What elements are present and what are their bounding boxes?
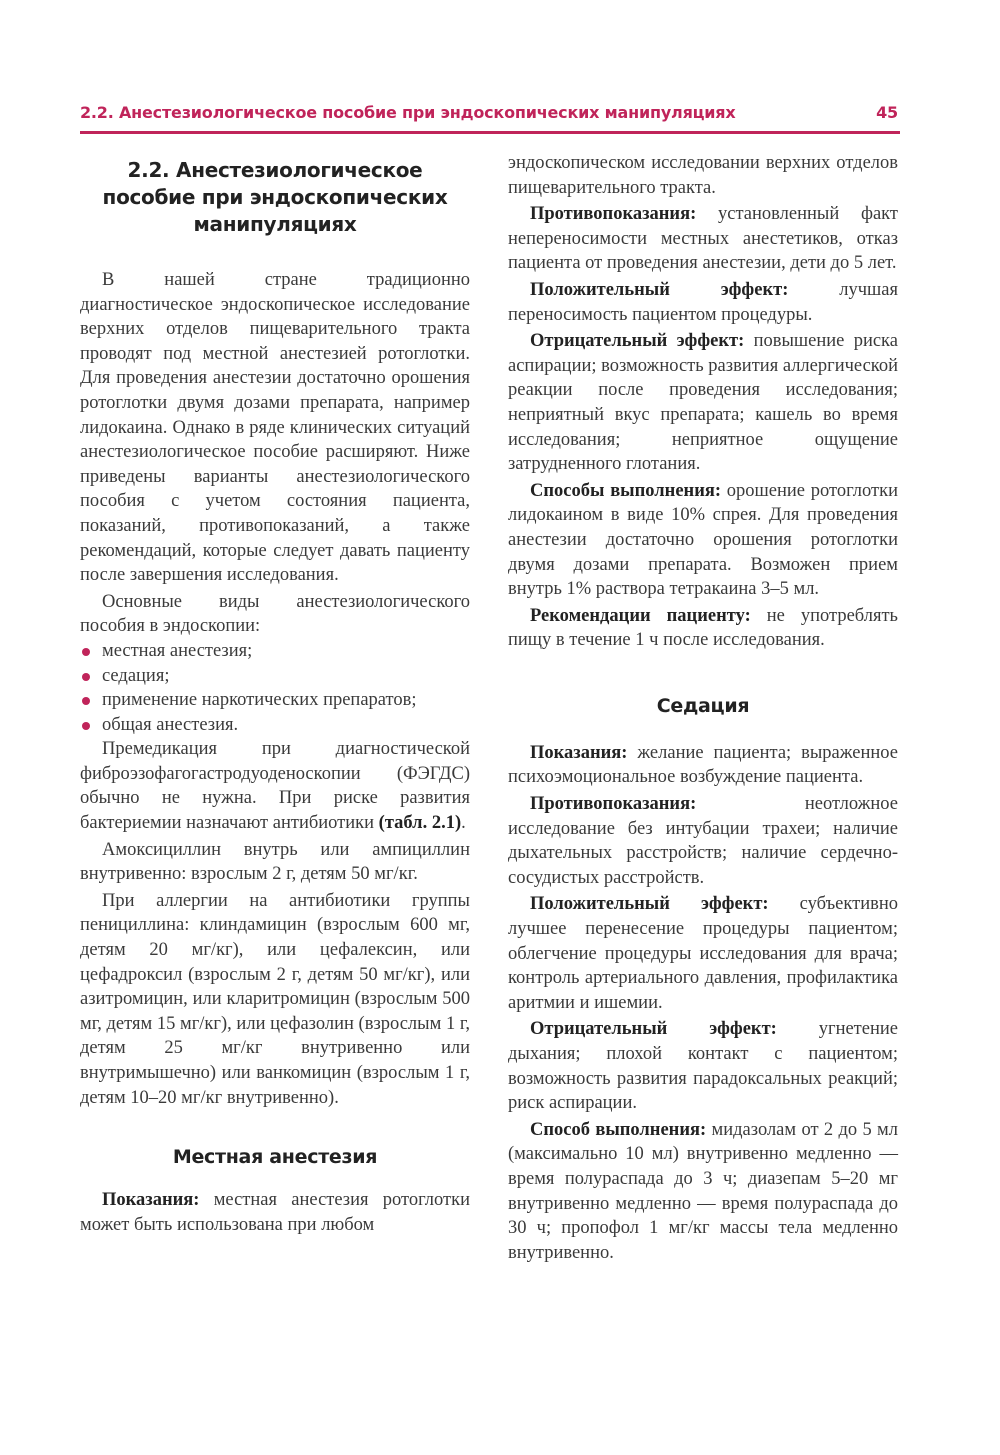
local-indications-paragraph: [80, 1188, 470, 1237]
sedation-heading: Седация: [656, 694, 750, 717]
local-negative-paragraph-label: Отрицательный эффект:: [530, 331, 745, 352]
premedication-end: .: [461, 813, 466, 834]
premedication-paragraph: [80, 737, 470, 835]
local-positive-paragraph: [508, 278, 898, 327]
section-title-line: пособие при эндоскопических: [102, 185, 448, 209]
amoxicillin-paragraph: Амоксициллин внутрь или ампициллин внутривенно: взрослым 2 г, детям 50 мг/кг.: [80, 839, 470, 885]
left-column: [80, 151, 470, 1237]
local-contra-paragraph-label: Противопоказания:: [530, 204, 697, 225]
section-title-line: манипуляциях: [193, 212, 357, 236]
types-lead-paragraph: Основные виды анестезиологического пособия в эндоскопии:: [80, 591, 470, 637]
list-item: [80, 713, 470, 738]
premedication-text: Премедикация при диагностической фиброэзофагогастродуоденоскопии (ФЭГДС) обычно не нужна. При риске развития бактериемии назначают антибиотики: [80, 739, 470, 834]
sedation-negative-paragraph-text: угнетение дыхания; плохой контакт с пациентом; возможность развития парадоксальных реакций; риск аспирации.: [508, 1019, 898, 1114]
table-reference: (табл. 2.1): [378, 813, 462, 834]
sedation-method-paragraph: [508, 1118, 898, 1266]
sedation-positive-paragraph-text: субъективно лучшее перенесение процедуры пациентом; облегчение процедуры исследования для врача; контроль артериального давления, профилактика аритмии и ишемии.: [508, 894, 898, 1013]
list-item-text: применение наркотических препаратов;: [102, 690, 417, 711]
sedation-indications-paragraph-label: Показания:: [530, 742, 628, 763]
sedation-contra-paragraph: [508, 792, 898, 890]
sedation-positive-paragraph: [508, 892, 898, 1015]
allergy-paragraph: При аллергии на антибиотики группы пенициллина: клиндамицин (взрослым 600 мг, детям 20 мг/кг), или цефалексин, или цефадроксил (взрослым 2 г, детям 50 мг/кг), или азитромицин, или кларитромицин (взрослым 500 мг, детям 15 мг/кг), или цефазолин (взрослым 1 г, детям 25 мг/кг внутривенно или внутримышечно) или ванкомицин (взрослым 1 г, детям 10–20 мг/кг внутривенно).: [80, 890, 470, 1108]
section-title: [100, 157, 450, 238]
local-indications-continuation: эндоскопическом исследовании верхних отделов пищеварительного тракта.: [508, 153, 898, 198]
local-contra-paragraph-text: установленный факт непереносимости местных анестетиков, отказ пациента от проведения анестезии, дети до 5 лет.: [508, 204, 898, 274]
local-recs-paragraph-label: Рекомендации пациенту:: [530, 605, 751, 626]
sedation-method-paragraph-text: мидазолам от 2 до 5 мл (максимально 10 мл) внутривенно медленно — время полураспада до 3 ч; диазепам 5–20 мг внутривенно медленно — время полураспада до 30 ч; пропофол 1 мг/кг массы тела медленно внутривенно.: [508, 1119, 899, 1263]
anesthesia-types-list: [80, 639, 470, 737]
local-methods-paragraph-text: орошение ротоглотки лидокаином в виде 10% спрея. Для проведения анестезии достаточно орошения ротоглотки двумя дозами препарата. Возможен прием внутрь 1% раствора тетракаина 3–5 мл.: [508, 480, 898, 600]
section-title-line: 2.2. Анестезиологическое: [127, 158, 423, 182]
list-item-text: общая анестезия.: [102, 714, 239, 735]
sedation-indications-paragraph-text: желание пациента; выраженное психоэмоциональное возбуждение пациента.: [508, 742, 898, 788]
local-positive-paragraph-text: лучшая переносимость пациентом процедуры.: [508, 279, 898, 325]
local-negative-paragraph-text: повышение риска аспирации; возможность развития аллергической реакции после проведения исследования; неприятный вкус препарата; кашель во время исследования; неприятное ощущение затрудненного глотания.: [508, 331, 898, 475]
local-recs-paragraph-text: не употреблять пищу в течение 1 ч после исследования.: [508, 605, 898, 651]
local-anesthesia-heading: Местная анестезия: [172, 1146, 378, 1169]
list-item: [80, 639, 470, 664]
right-column: [508, 151, 898, 1265]
local-methods-paragraph-label: Способы выполнения:: [530, 480, 722, 501]
local-methods-paragraph: [508, 479, 898, 602]
local-recs-paragraph: [508, 604, 898, 653]
sedation-positive-paragraph-label: Положительный эффект:: [530, 894, 769, 915]
intro-paragraph: В нашей стране традиционно диагностическое эндоскопическое исследование верхних отделов пищеварительного тракта проводят под местной анестезией ротоглотки. Для проведения анестезии достаточно орошения ротоглотки двумя дозами препарата, например лидокаина. Однако в ряде клинических ситуаций анестезиологическое пособие расширяют. Ниже приведены варианты анестезиологического пособия с учетом состояния пациента, показаний, противопоказаний, а также рекомендаций, которые следует давать пациенту после завершения исследования.: [80, 270, 470, 586]
sedation-contra-paragraph-label: Противопоказания:: [530, 794, 697, 815]
page-number: 45: [876, 103, 898, 122]
list-item-text: местная анестезия;: [102, 640, 253, 661]
local-indications-label: Показания:: [102, 1190, 200, 1211]
sedation-indications-paragraph: [508, 741, 898, 790]
local-indications-text: местная анестезия ротоглотки может быть использована при любом: [80, 1190, 470, 1235]
bullet-icon: [82, 697, 90, 705]
sedation-negative-paragraph-label: Отрицательный эффект:: [530, 1019, 777, 1040]
local-positive-paragraph-label: Положительный эффект:: [530, 279, 789, 300]
sedation-negative-paragraph: [508, 1017, 898, 1115]
list-item: [80, 688, 470, 713]
list-item-text: седация;: [102, 665, 170, 686]
running-header-title: 2.2. Анестезиологическое пособие при эндоскопических манипуляциях: [80, 103, 736, 122]
bullet-icon: [82, 722, 90, 730]
list-item: [80, 664, 470, 689]
sedation-contra-paragraph-text: неотложное исследование без интубации трахеи; наличие дыхательных расстройств; наличие сердечно-сосудистых расстройств.: [508, 794, 898, 888]
local-negative-paragraph: [508, 329, 898, 477]
sedation-method-paragraph-label: Способ выполнения:: [530, 1119, 707, 1140]
bullet-icon: [82, 673, 90, 681]
local-contra-paragraph: [508, 202, 898, 276]
bullet-icon: [82, 648, 90, 656]
running-header: [80, 103, 900, 131]
header-rule: [80, 131, 900, 134]
